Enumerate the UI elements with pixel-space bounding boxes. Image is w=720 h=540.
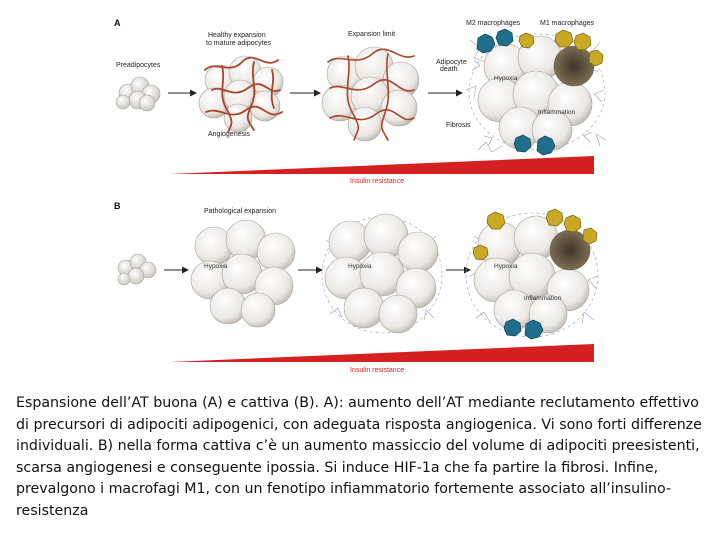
label-adipocyte-death-2: death <box>440 66 458 73</box>
inflamed-cluster-a <box>478 36 594 150</box>
label-fibrosis: Fibrosis <box>446 122 471 129</box>
label-inflammation-a: Inflammation <box>538 109 576 116</box>
panel-b-letter: B <box>114 201 121 211</box>
label-pathological-expansion: Pathological expansion <box>204 208 276 215</box>
preadipocytes-cluster-b <box>118 254 156 285</box>
label-hypoxia-a: Hypoxia <box>494 75 518 82</box>
label-insulin-resistance-b: Insulin resistance <box>350 367 405 374</box>
label-hypoxia-b3: Hypoxia <box>494 263 518 270</box>
label-hypoxia-b1: Hypoxia <box>204 263 228 270</box>
label-preadipocytes: Preadipocytes <box>116 62 161 69</box>
label-healthy-1: Healthy expansion <box>208 32 266 39</box>
panel-a-letter: A <box>114 18 121 28</box>
preadipocytes-cluster <box>116 77 160 111</box>
label-expansion-limit: Expansion limit <box>348 31 396 38</box>
label-hypoxia-b2: Hypoxia <box>348 263 372 270</box>
pathological-cluster-2 <box>325 214 438 333</box>
label-inflammation-b: Inflammation <box>524 295 562 302</box>
expansion-limit-cluster <box>322 47 419 141</box>
label-healthy-2: to mature adipocytes <box>206 40 271 47</box>
inflamed-cluster-b <box>474 216 590 333</box>
insulin-resistance-wedge-a <box>170 156 594 174</box>
label-m1-macrophages: M1 macrophages <box>540 20 595 27</box>
label-m2-macrophages: M2 macrophages <box>466 20 521 27</box>
dead-adipocyte <box>554 46 594 86</box>
label-angiogenesis: Angiogenesis <box>208 131 251 138</box>
label-adipocyte-death-1: Adipocyte <box>436 59 467 66</box>
insulin-resistance-wedge-b <box>170 344 594 362</box>
label-insulin-resistance-a: Insulin resistance <box>350 178 405 185</box>
figure-caption: Espansione dell’AT buona (A) e cattiva (B). A): aumento dell’AT mediante reclutamento effettivo di precursori di adipociti adipogenici, con adeguata risposta angiogenica. Vi sono forti differenze individuali. B) nella forma cattiva c’è un aumento massiccio del volume di adipociti preesistenti, scarsa angiogenesi e conseguente ipossia. Si induce HIF-1a che fa partire la fibrosi. Infine, prevalgono i macrofagi M1, con un fenotipo infiammatorio fortemente associato all’insulino-resistenza <box>16 395 702 519</box>
pathological-cluster-1 <box>191 220 295 327</box>
